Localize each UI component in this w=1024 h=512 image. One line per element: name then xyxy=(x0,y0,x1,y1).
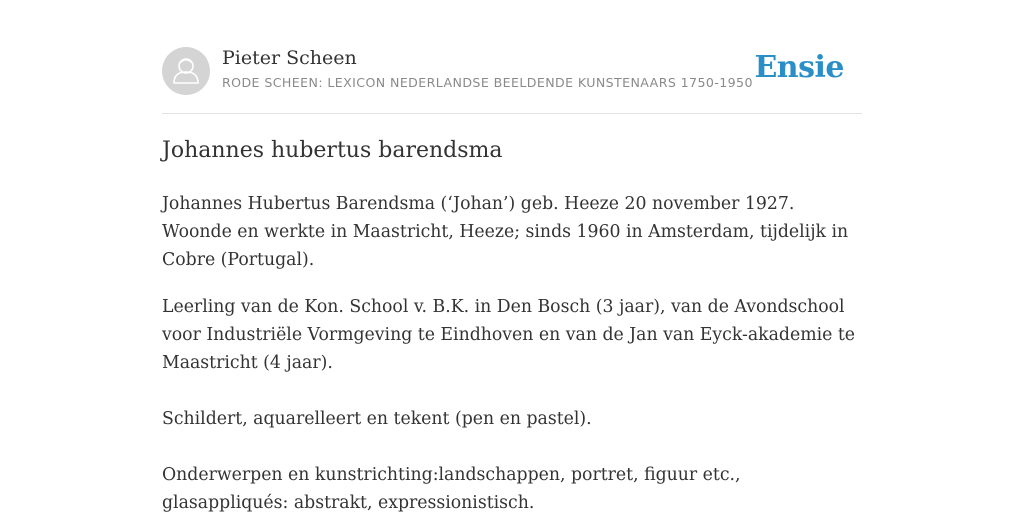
article-paragraph: Schildert, aquarelleert en tekent (pen en pastel). xyxy=(162,409,592,429)
article-title: Johannes hubertus barendsma xyxy=(162,138,503,163)
article-paragraph: Johannes Hubertus Barendsma (‘Johan’) geb. Heeze 20 november 1927. Woonde en werkte in Maastricht, Heeze; sinds 1960 in Amsterdam, tijdelijk in Cobre (Portugal). xyxy=(162,194,849,270)
ensie-logo[interactable]: Ensie xyxy=(754,50,844,85)
avatar[interactable] xyxy=(162,47,210,95)
article-header xyxy=(162,46,862,96)
article-paragraph: Onderwerpen en kunstrichting:landschappen, portret, figuur etc., glasappliqués: abstrakt, expressionistisch. xyxy=(162,465,741,512)
paragraph-spacer xyxy=(162,377,862,405)
author-name[interactable]: Pieter Scheen xyxy=(222,47,357,69)
header-divider xyxy=(162,113,862,114)
user-avatar-icon xyxy=(162,47,210,95)
source-title[interactable]: RODE SCHEEN: LEXICON NEDERLANDSE BEELDENDE KUNSTENAARS 1750-1950 xyxy=(222,75,753,90)
article-paragraph: Leerling van de Kon. School v. B.K. in Den Bosch (3 jaar), van de Avondschool voor Industriële Vormgeving te Eindhoven en van de Jan van Eyck-akademie te Maastricht (4 jaar). xyxy=(162,297,856,373)
article-body xyxy=(162,190,862,512)
paragraph-spacer xyxy=(162,433,862,461)
